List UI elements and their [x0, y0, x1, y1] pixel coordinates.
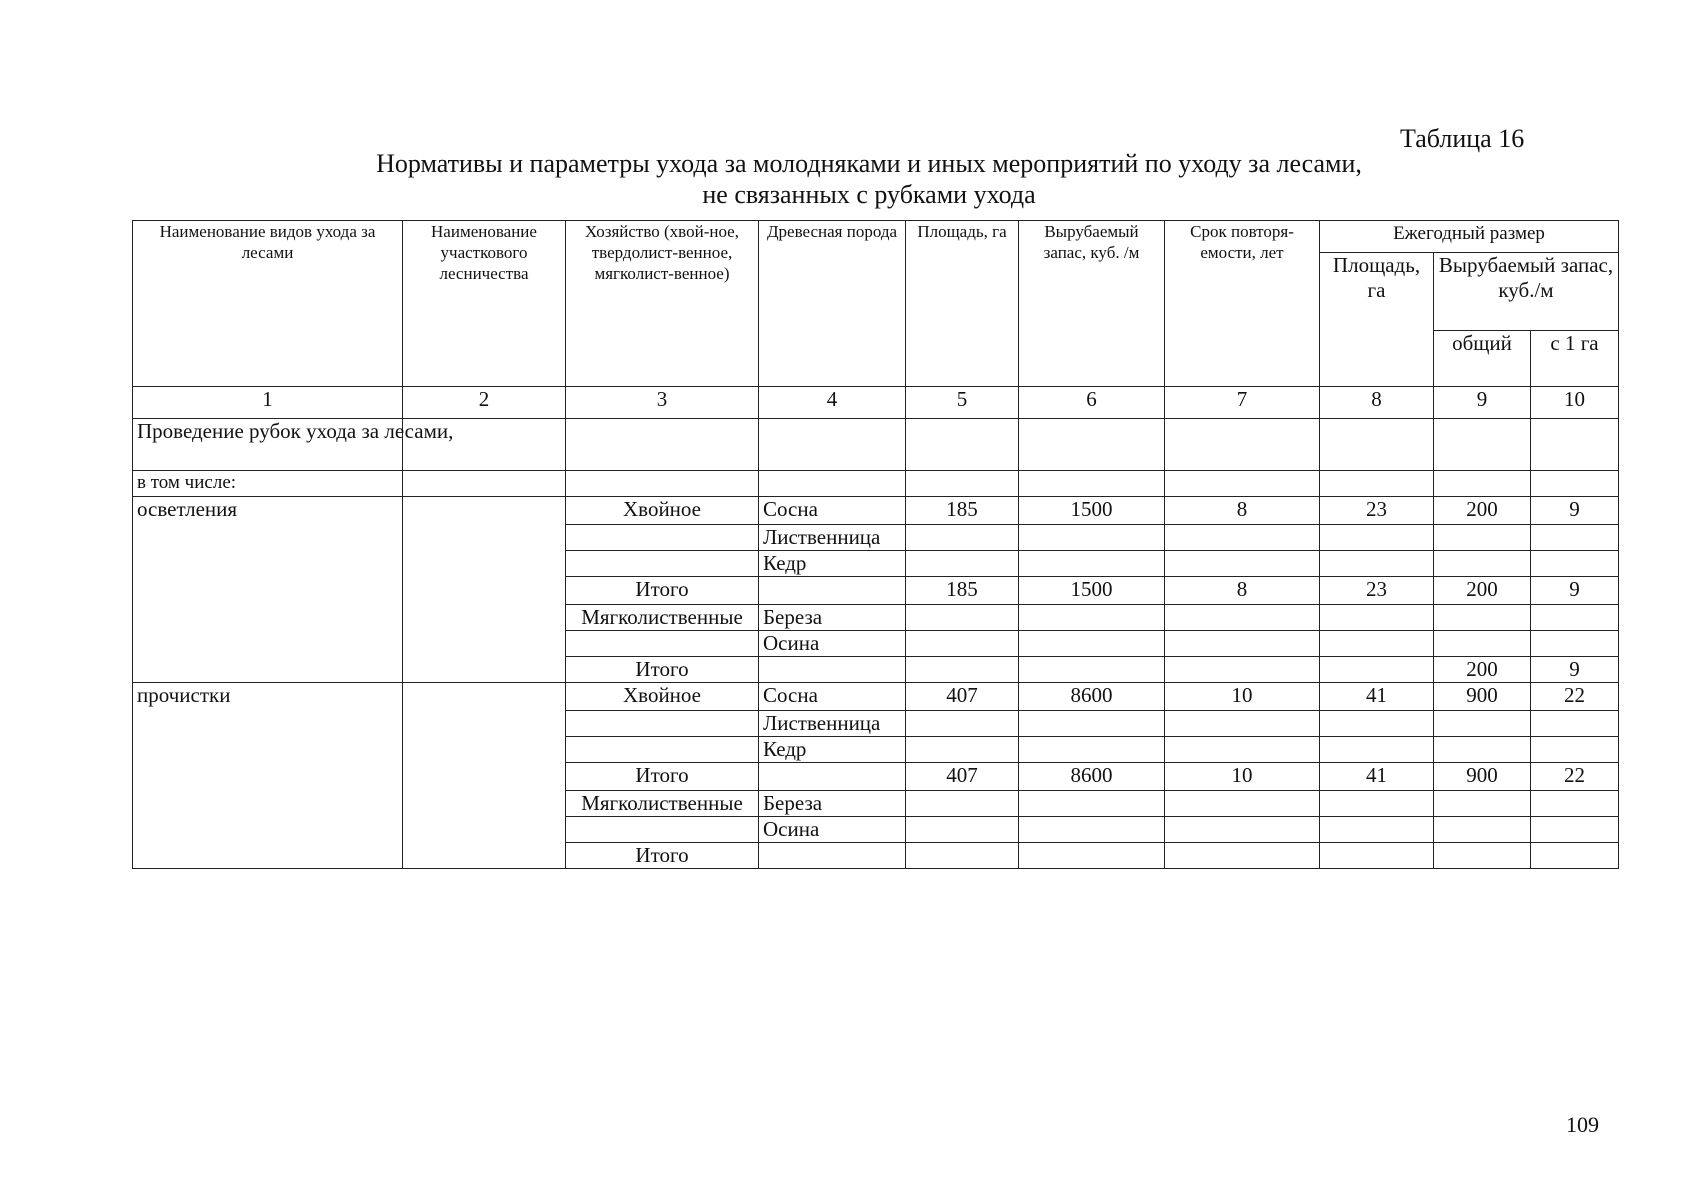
annual-area-cell: 41	[1320, 683, 1434, 711]
header-farm: Хозяйство (хвой-ное, твердолист-венное, мягколист-венное)	[566, 221, 759, 387]
col-number: 7	[1165, 387, 1320, 419]
header-area: Площадь, га	[906, 221, 1019, 387]
forest-care-table	[132, 220, 1619, 869]
volume-cell	[1019, 791, 1165, 817]
species-cell: Сосна	[759, 497, 906, 525]
col-number: 9	[1434, 387, 1531, 419]
per-ha-cell	[1531, 791, 1619, 817]
period-cell	[1165, 711, 1320, 737]
volume-cell	[1019, 843, 1165, 869]
volume-cell: 8600	[1019, 683, 1165, 711]
annual-area-cell	[1320, 737, 1434, 763]
annual-total-cell	[1434, 551, 1531, 577]
species-cell: Осина	[759, 817, 906, 843]
annual-total-cell: 900	[1434, 763, 1531, 791]
header-care-type: Наименование видов ухода за лесами	[133, 221, 403, 387]
volume-cell	[1019, 605, 1165, 631]
volume-cell	[1019, 817, 1165, 843]
area-cell: 407	[906, 763, 1019, 791]
annual-total-cell: 200	[1434, 577, 1531, 605]
per-ha-cell	[1531, 551, 1619, 577]
table-row	[133, 683, 1619, 711]
annual-total-cell	[1434, 711, 1531, 737]
volume-cell	[1019, 631, 1165, 657]
farm-cell: Итого	[566, 577, 759, 605]
care-type-cell: прочистки	[133, 683, 403, 869]
column-numbers-row	[133, 387, 1619, 419]
annual-area-cell	[1320, 843, 1434, 869]
per-ha-cell	[1531, 711, 1619, 737]
period-cell	[1165, 817, 1320, 843]
farm-cell	[566, 817, 759, 843]
col-number: 3	[566, 387, 759, 419]
area-cell	[906, 817, 1019, 843]
farm-cell: Итого	[566, 843, 759, 869]
annual-area-cell	[1320, 817, 1434, 843]
area-cell: 185	[906, 497, 1019, 525]
volume-cell	[1019, 551, 1165, 577]
col-number: 6	[1019, 387, 1165, 419]
period-cell	[1165, 791, 1320, 817]
area-cell	[906, 711, 1019, 737]
col-number: 1	[133, 387, 403, 419]
intro-row	[133, 419, 1619, 471]
annual-area-cell	[1320, 657, 1434, 683]
period-cell: 8	[1165, 497, 1320, 525]
annual-area-cell	[1320, 631, 1434, 657]
header-annual: Ежегодный размер	[1320, 221, 1619, 253]
period-cell	[1165, 551, 1320, 577]
area-cell: 185	[906, 577, 1019, 605]
annual-total-cell	[1434, 791, 1531, 817]
title-line-2: не связанных с рубками ухода	[702, 180, 1036, 209]
table-row	[133, 497, 1619, 525]
annual-total-cell: 200	[1434, 657, 1531, 683]
area-cell	[906, 657, 1019, 683]
annual-total-cell	[1434, 605, 1531, 631]
species-cell	[759, 763, 906, 791]
per-ha-cell: 22	[1531, 763, 1619, 791]
col-number: 8	[1320, 387, 1434, 419]
per-ha-cell: 9	[1531, 657, 1619, 683]
header-forestry: Наименование участкового лесничества	[403, 221, 566, 387]
header-annual-area: Площадь, га	[1320, 253, 1434, 387]
species-cell: Осина	[759, 631, 906, 657]
volume-cell	[1019, 737, 1165, 763]
per-ha-cell: 9	[1531, 497, 1619, 525]
farm-cell	[566, 525, 759, 551]
farm-cell: Мягколиственные	[566, 605, 759, 631]
per-ha-cell	[1531, 737, 1619, 763]
species-cell: Береза	[759, 605, 906, 631]
annual-total-cell: 900	[1434, 683, 1531, 711]
period-cell	[1165, 657, 1320, 683]
forestry-cell	[403, 497, 566, 683]
farm-cell: Хвойное	[566, 497, 759, 525]
annual-area-cell: 23	[1320, 497, 1434, 525]
volume-cell	[1019, 657, 1165, 683]
col-number: 5	[906, 387, 1019, 419]
species-cell: Кедр	[759, 551, 906, 577]
area-cell	[906, 525, 1019, 551]
area-cell	[906, 605, 1019, 631]
period-cell	[1165, 605, 1320, 631]
annual-total-cell	[1434, 525, 1531, 551]
per-ha-cell: 9	[1531, 577, 1619, 605]
annual-total-cell	[1434, 737, 1531, 763]
header-total: общий	[1434, 331, 1531, 387]
area-cell	[906, 631, 1019, 657]
header-per-ha: с 1 га	[1531, 331, 1619, 387]
farm-cell: Мягколиственные	[566, 791, 759, 817]
farm-cell: Итого	[566, 657, 759, 683]
species-cell: Кедр	[759, 737, 906, 763]
annual-area-cell: 41	[1320, 763, 1434, 791]
per-ha-cell	[1531, 843, 1619, 869]
header-volume: Вырубаемый запас, куб. /м	[1019, 221, 1165, 387]
volume-cell	[1019, 525, 1165, 551]
annual-total-cell	[1434, 817, 1531, 843]
intro-text: в том числе:	[133, 471, 403, 497]
species-cell	[759, 577, 906, 605]
annual-area-cell: 23	[1320, 577, 1434, 605]
per-ha-cell	[1531, 525, 1619, 551]
farm-cell	[566, 551, 759, 577]
species-cell	[759, 657, 906, 683]
per-ha-cell	[1531, 605, 1619, 631]
period-cell	[1165, 843, 1320, 869]
volume-cell: 8600	[1019, 763, 1165, 791]
annual-area-cell	[1320, 551, 1434, 577]
species-cell: Лиственница	[759, 711, 906, 737]
volume-cell: 1500	[1019, 577, 1165, 605]
area-cell	[906, 791, 1019, 817]
volume-cell	[1019, 711, 1165, 737]
period-cell: 10	[1165, 763, 1320, 791]
care-type-cell: осветления	[133, 497, 403, 683]
annual-total-cell: 200	[1434, 497, 1531, 525]
period-cell: 10	[1165, 683, 1320, 711]
header-species: Древесная порода	[759, 221, 906, 387]
farm-cell	[566, 737, 759, 763]
period-cell	[1165, 525, 1320, 551]
intro-text: Проведение рубок ухода за лесами,	[133, 419, 403, 471]
farm-cell: Хвойное	[566, 683, 759, 711]
farm-cell	[566, 711, 759, 737]
period-cell	[1165, 737, 1320, 763]
volume-cell: 1500	[1019, 497, 1165, 525]
annual-area-cell	[1320, 791, 1434, 817]
annual-total-cell	[1434, 631, 1531, 657]
col-number: 2	[403, 387, 566, 419]
species-cell	[759, 843, 906, 869]
col-number: 10	[1531, 387, 1619, 419]
intro-row	[133, 471, 1619, 497]
table-label: Таблица 16	[1400, 124, 1525, 153]
header-annual-volume: Вырубаемый запас, куб./м	[1434, 253, 1619, 331]
farm-cell	[566, 631, 759, 657]
page-title	[0, 148, 1698, 210]
col-number: 4	[759, 387, 906, 419]
page-number: 109	[1566, 1112, 1599, 1137]
farm-cell: Итого	[566, 763, 759, 791]
per-ha-cell: 22	[1531, 683, 1619, 711]
forestry-cell	[403, 683, 566, 869]
area-cell	[906, 843, 1019, 869]
species-cell: Лиственница	[759, 525, 906, 551]
species-cell: Сосна	[759, 683, 906, 711]
area-cell: 407	[906, 683, 1019, 711]
title-line-1: Нормативы и параметры ухода за молодняками и иных мероприятий по уходу за лесами,	[376, 149, 1362, 178]
period-cell	[1165, 631, 1320, 657]
annual-area-cell	[1320, 711, 1434, 737]
area-cell	[906, 737, 1019, 763]
period-cell: 8	[1165, 577, 1320, 605]
per-ha-cell	[1531, 817, 1619, 843]
area-cell	[906, 551, 1019, 577]
annual-area-cell	[1320, 605, 1434, 631]
header-period: Срок повторя-емости, лет	[1165, 221, 1320, 387]
per-ha-cell	[1531, 631, 1619, 657]
species-cell: Береза	[759, 791, 906, 817]
annual-total-cell	[1434, 843, 1531, 869]
annual-area-cell	[1320, 525, 1434, 551]
